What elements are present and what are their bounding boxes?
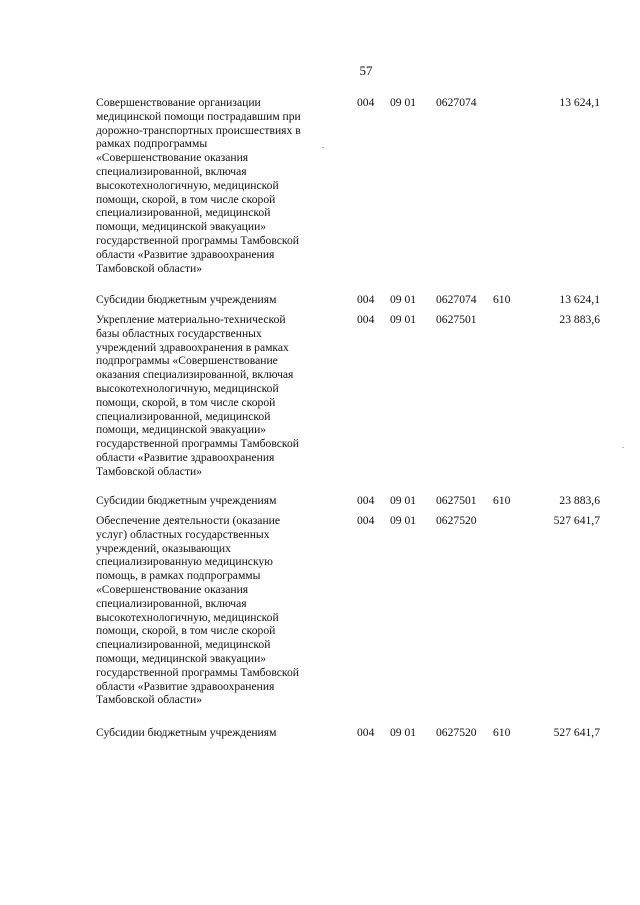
row-amount: 527 641,7 [553, 726, 600, 739]
row-amount: 23 883,6 [559, 494, 600, 507]
scan-speck [322, 147, 324, 148]
row-target-code: 0627074 [436, 96, 477, 109]
row-amount: 13 624,1 [559, 96, 600, 109]
row-ved-code: 004 [357, 313, 375, 326]
row-section-code: 09 01 [390, 514, 417, 527]
row-target-code: 0627501 [436, 494, 477, 507]
row-description: Совершенствование организации медицинской помощи пострадавшим при дорожно-транспортных происшествиях в рамках подпрограммы «Совершенствование оказания специализированной, включая высокотехнологичную, медицинской помощи, скорой, в том числе скорой специализированной, медицинской помощи, медицинской эвакуации» государственной программы Тамбовской области «Развитие здравоохранения Тамбовской области» [96, 96, 301, 275]
row-expense-type: 610 [493, 494, 511, 507]
row-amount: 13 624,1 [559, 293, 600, 306]
page-number: 57 [359, 63, 373, 78]
row-expense-type: 610 [493, 293, 511, 306]
row-ved-code: 004 [357, 514, 375, 527]
row-amount: 527 641,7 [553, 514, 600, 527]
row-section-code: 09 01 [390, 726, 417, 739]
row-target-code: 0627520 [436, 726, 477, 739]
row-ved-code: 004 [357, 726, 375, 739]
row-description: Укрепление материально-технической базы областных государственных учреждений здравоохранения в рамках подпрограммы «Совершенствование оказания специализированной, включая высокотехнологичную, медицинской помощи, скорой, в том числе скорой специализированной, медицинской помощи, медицинской эвакуации» государственной программы Тамбовской области «Развитие здравоохранения Тамбовской области» [96, 313, 299, 478]
row-section-code: 09 01 [390, 494, 417, 507]
row-target-code: 0627501 [436, 313, 477, 326]
row-ved-code: 004 [357, 96, 375, 109]
scan-speck [622, 447, 624, 448]
row-ved-code: 004 [357, 494, 375, 507]
row-target-code: 0627520 [436, 514, 477, 527]
row-ved-code: 004 [357, 293, 375, 306]
row-section-code: 09 01 [390, 313, 417, 326]
row-description: Субсидии бюджетным учреждениям [96, 726, 277, 739]
row-section-code: 09 01 [390, 96, 417, 109]
row-expense-type: 610 [493, 726, 511, 739]
row-amount: 23 883,6 [559, 313, 600, 326]
row-description: Субсидии бюджетным учреждениям [96, 494, 277, 507]
row-description: Субсидии бюджетным учреждениям [96, 293, 277, 306]
row-description: Обеспечение деятельности (оказание услуг) областных государственных учреждений, оказывающих специализированную медицинскую помощь, в рамках подпрограммы «Совершенствование оказания специализированной, включая высокотехнологичную, медицинской помощи, скорой, в том числе скорой специализированной, медицинской помощи, медицинской эвакуации» государственной программы Тамбовской области «Развитие здравоохранения Тамбовской области» [96, 514, 299, 707]
row-target-code: 0627074 [436, 293, 477, 306]
row-section-code: 09 01 [390, 293, 417, 306]
